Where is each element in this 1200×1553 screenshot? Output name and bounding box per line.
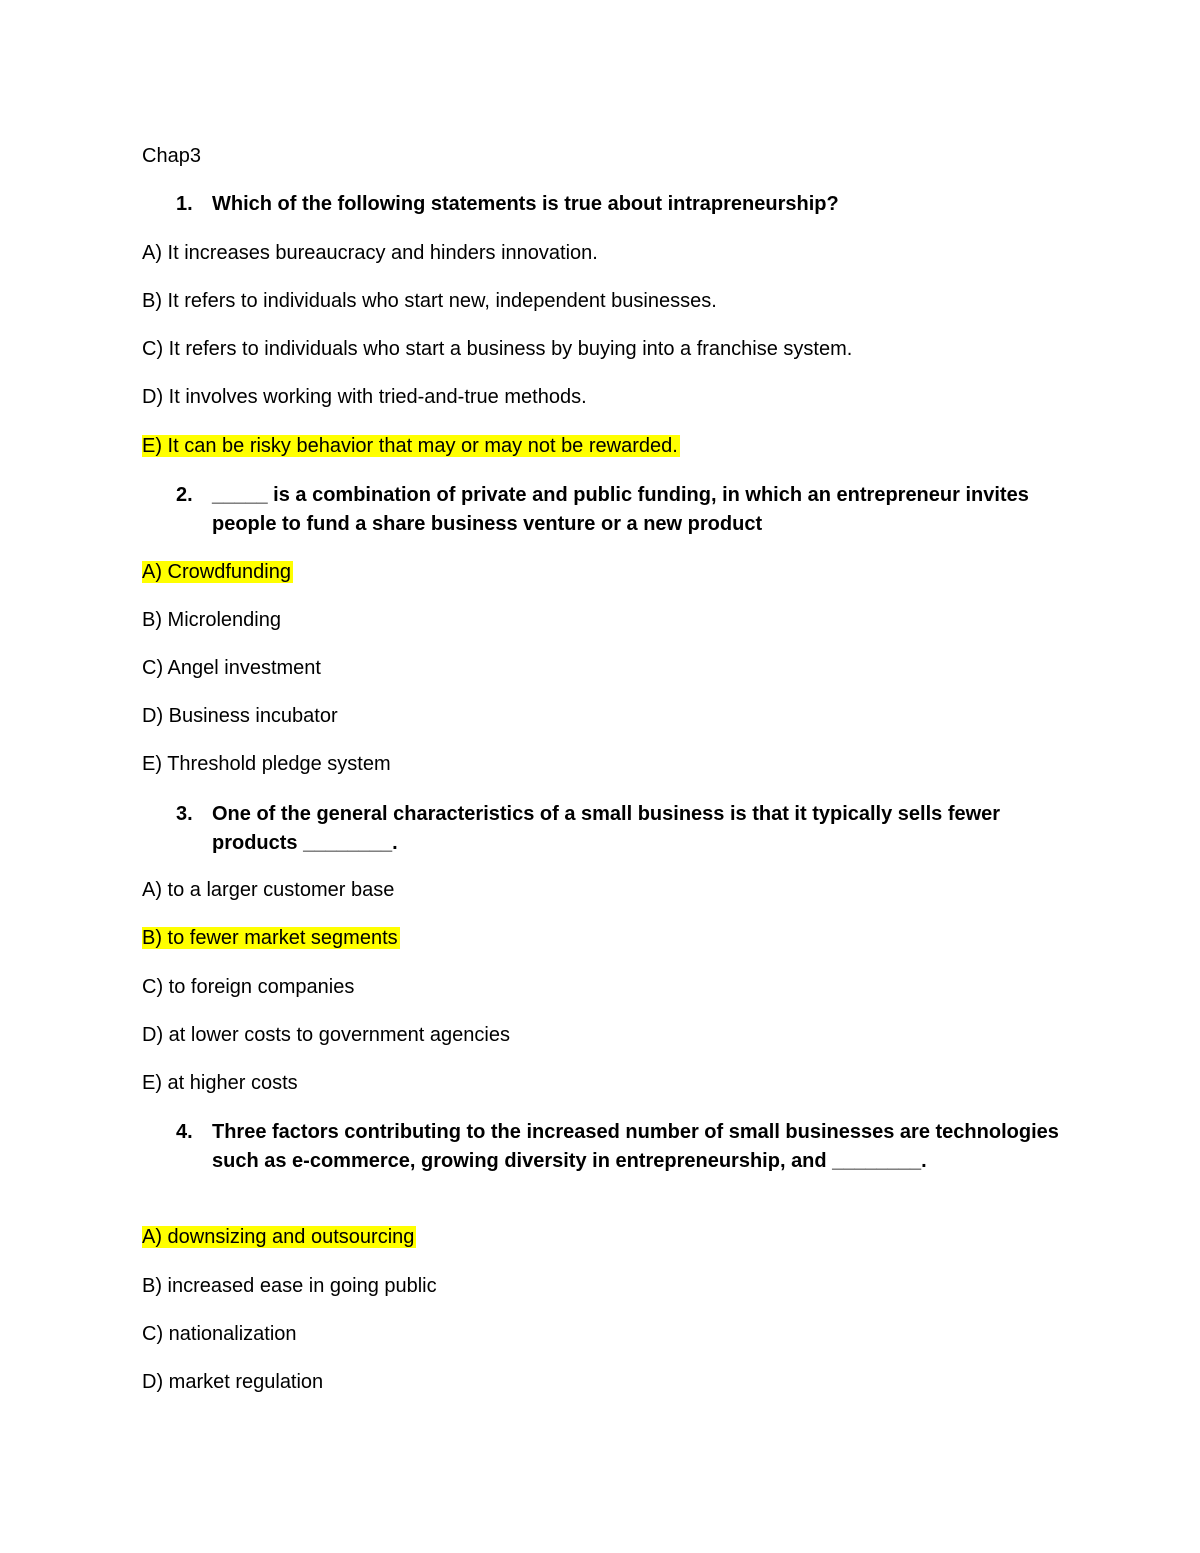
question-text: Three factors contributing to the increased number of small businesses are technologies such as e-commerce, growing diversity in entrepreneurship, and ________. bbox=[212, 1121, 1059, 1172]
highlighted-option-text: B) to fewer market segments bbox=[142, 927, 398, 949]
answer-option-correct bbox=[142, 558, 293, 586]
option-text: D) It involves working with tried-and-true methods. bbox=[142, 386, 587, 408]
option-text: C) Angel investment bbox=[142, 657, 321, 679]
answer-option bbox=[142, 606, 281, 634]
option-text: B) It refers to individuals who start new, independent businesses. bbox=[142, 290, 717, 312]
option-text: C) It refers to individuals who start a business by buying into a franchise system. bbox=[142, 338, 853, 360]
question-2 bbox=[176, 481, 1076, 539]
answer-option-correct bbox=[142, 1223, 416, 1251]
question-4 bbox=[176, 1118, 1076, 1176]
highlighted-option-text: A) downsizing and outsourcing bbox=[142, 1226, 415, 1248]
option-text: B) increased ease in going public bbox=[142, 1275, 437, 1297]
question-text: Which of the following statements is true about intrapreneurship? bbox=[212, 193, 839, 215]
question-1 bbox=[176, 190, 1076, 219]
answer-option bbox=[142, 287, 717, 315]
question-number: 2. bbox=[176, 484, 193, 506]
question-text: One of the general characteristics of a small business is that it typically sells fewer products ________. bbox=[212, 803, 1001, 854]
question-text: _____ is a combination of private and public funding, in which an entrepreneur invites people to fund a share business venture or a new product bbox=[212, 484, 1029, 535]
answer-option bbox=[142, 1021, 510, 1049]
answer-option bbox=[142, 702, 338, 730]
option-text: C) to foreign companies bbox=[142, 976, 355, 998]
answer-option bbox=[142, 383, 587, 411]
answer-option-correct bbox=[142, 432, 680, 460]
answer-option bbox=[142, 876, 394, 904]
option-text: D) at lower costs to government agencies bbox=[142, 1024, 510, 1046]
highlighted-option-text: A) Crowdfunding bbox=[142, 561, 291, 583]
option-text: A) It increases bureaucracy and hinders innovation. bbox=[142, 242, 598, 264]
option-text: C) nationalization bbox=[142, 1323, 297, 1345]
option-text: E) at higher costs bbox=[142, 1072, 298, 1094]
answer-option bbox=[142, 750, 391, 778]
question-number: 4. bbox=[176, 1121, 193, 1143]
option-text: B) Microlending bbox=[142, 609, 281, 631]
chapter-title: Chap3 bbox=[142, 145, 201, 167]
answer-option bbox=[142, 239, 598, 267]
answer-option bbox=[142, 1272, 437, 1300]
option-text: A) to a larger customer base bbox=[142, 879, 395, 901]
highlighted-option-text: E) It can be risky behavior that may or may not be rewarded. bbox=[142, 435, 678, 457]
answer-option bbox=[142, 1320, 297, 1348]
answer-option-correct bbox=[142, 924, 400, 952]
answer-option bbox=[142, 1069, 298, 1097]
question-number: 1. bbox=[176, 193, 193, 215]
answer-option bbox=[142, 1368, 323, 1396]
question-3 bbox=[176, 800, 1076, 858]
answer-option bbox=[142, 654, 321, 682]
answer-option bbox=[142, 335, 852, 363]
option-text: D) market regulation bbox=[142, 1371, 324, 1393]
answer-option bbox=[142, 973, 354, 1001]
question-number: 3. bbox=[176, 803, 193, 825]
option-text: E) Threshold pledge system bbox=[142, 753, 391, 775]
option-text: D) Business incubator bbox=[142, 705, 338, 727]
